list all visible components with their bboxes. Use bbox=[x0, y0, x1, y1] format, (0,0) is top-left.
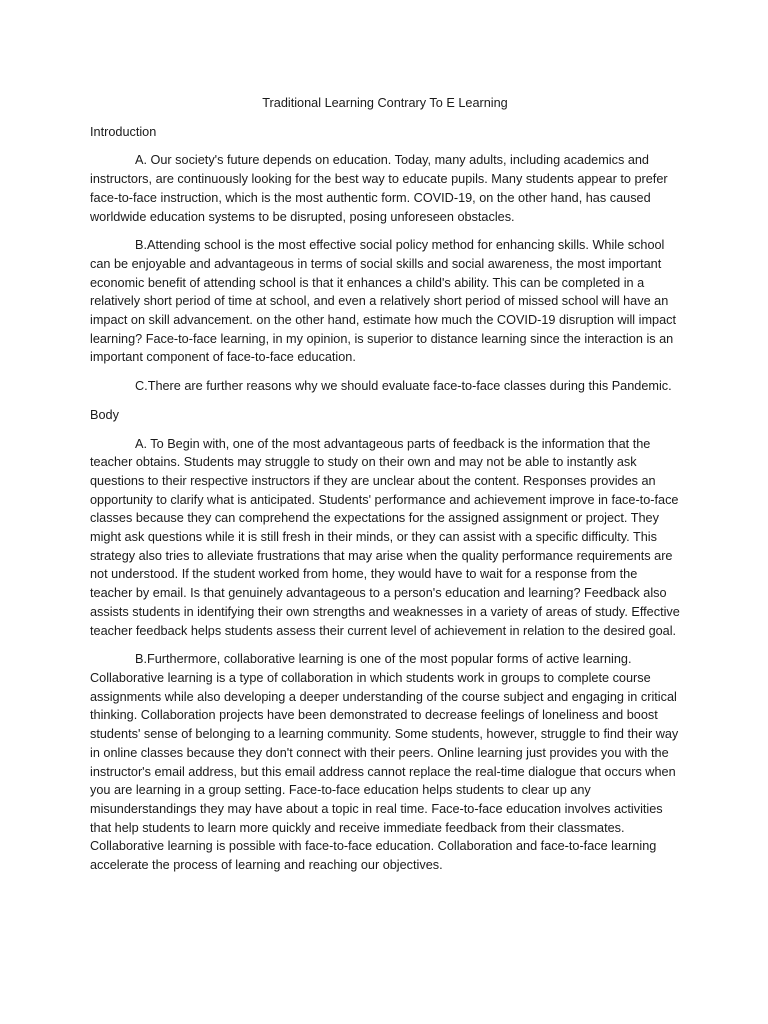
paragraph-intro-b: B.Attending school is the most effective social policy method for enhancing skills. While school can be enjoyable and advantageous in terms of social skills and social awareness, the most important economic benefit of attending school is that it enhances a child's ability. This can be completed in a relatively short period of time at school, and even a relatively short period of missed school will have an impact on skill advancement. on the other hand, estimate how much the COVID-19 disruption will impact learning? Face-to-face learning, in my opinion, is superior to distance learning since the interaction is an important component of face-to-face education. bbox=[90, 238, 677, 365]
document-title: Traditional Learning Contrary To E Learning bbox=[262, 96, 508, 110]
section-heading-body: Body bbox=[90, 407, 119, 422]
paragraph-intro-a: A. Our society's future depends on education. Today, many adults, including academics and instructors, are continuously looking for the best way to educate pupils. Many students appear to prefer face-to-face instruction, which is the most authentic form. COVID-19, on the other hand, has caused worldwide education systems to be disrupted, posing unforeseen obstacles. bbox=[90, 153, 668, 224]
paragraph-body-a: A. To Begin with, one of the most advantageous parts of feedback is the information that the teacher obtains. Students may struggle to study on their own and may not be able to instantly ask questions to their respective instructors if they are unclear about the content. Responses provides an opportunity to clarify what is anticipated. Students' performance and achievement improve in face-to-face classes because they can comprehend the expectations for the assigned assignment or project. They might ask questions while it is still fresh in their minds, or they can assist with a specific difficulty. This strategy also tries to alleviate frustrations that may arise when the quality performance requirements are not understood. If the student worked from home, they would have to wait for a response from the teacher by email. Is that genuinely advantageous to a person's education and learning? Feedback also assists students in identifying their own strengths and weaknesses in a variety of areas of study. Effective teacher feedback helps students assess their current level of achievement in relation to the desired goal. bbox=[90, 436, 680, 638]
paragraph-body-b: B.Furthermore, collaborative learning is one of the most popular forms of active learning. Collaborative learning is a type of collaboration in which students work in groups to complete course assignments while also developing a deeper understanding of the course subject and engaging in critical thinking. Collaboration projects have been demonstrated to decrease feelings of loneliness and boost students' sense of belonging to a learning community. Some students, however, struggle to find their way in online classes because they don't connect with their peers. Online learning just provides you with the instructor's email address, but this email address cannot replace the real-time dialogue that occurs when you are learning in a group setting. Face-to-face education helps students to clear up any misunderstandings they may have about a topic in real time. Face-to-face education involves activities that help students to learn more quickly and receive immediate feedback from their classmates. Collaborative learning is possible with face-to-face education. Collaboration and face-to-face learning accelerate the process of learning and reaching our objectives. bbox=[90, 652, 679, 873]
section-heading-introduction: Introduction bbox=[90, 124, 157, 139]
document-content bbox=[90, 94, 680, 885]
paragraph-intro-c: C.There are further reasons why we should evaluate face-to-face classes during this Pandemic. bbox=[135, 379, 672, 394]
